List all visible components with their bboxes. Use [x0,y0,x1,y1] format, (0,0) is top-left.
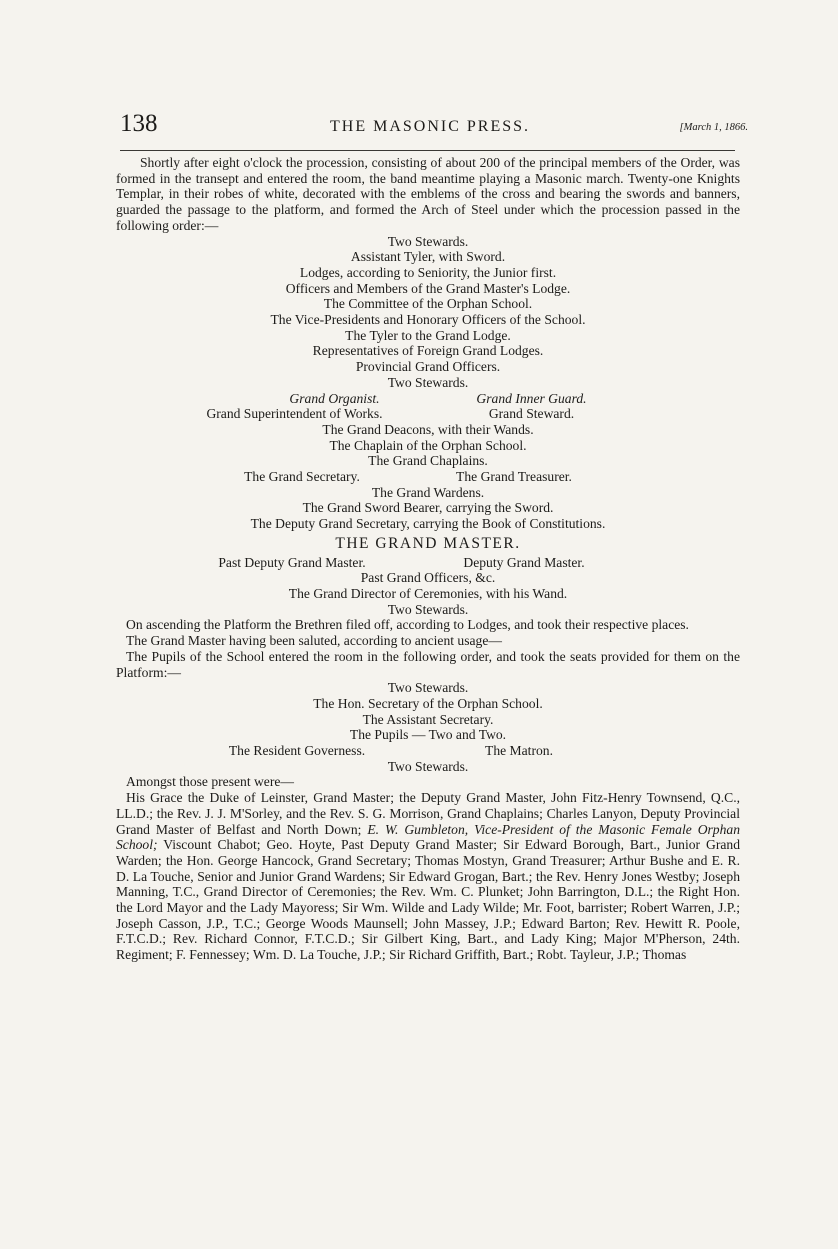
procession-line: Two Stewards. [387,233,469,249]
procession-line: Two Stewards. [387,374,469,390]
procession-line: The Committee of the Orphan School. [323,296,533,312]
procession-line: Assistant Tyler, with Sword. [350,249,506,265]
salute-paragraph: The Grand Master having been saluted, according to ancient usage— [126,633,502,649]
procession-line: The Deputy Grand Secretary, carrying the Book of Constitutions. [250,516,606,532]
pupils-line: The Pupils — Two and Two. [349,727,507,743]
platform-paragraph: On ascending the Platform the Brethren filed off, according to Lodges, and took their respective places. [126,617,689,633]
issue-date: [March 1, 1866. [679,122,748,133]
procession-line-right: The Grand Treasurer. [456,469,572,485]
pupils-order [116,680,740,774]
procession-line: Provincial Grand Officers. [355,359,501,375]
procession-line: The Chaplain of the Orphan School. [329,437,527,453]
procession-line: The Grand Sword Bearer, carrying the Sword. [302,500,554,516]
procession-line: Officers and Members of the Grand Master's Lodge. [285,280,571,296]
procession-pair [116,469,740,485]
procession-line: Past Grand Officers, &c. [360,570,496,586]
pupils-line-right: The Matron. [485,743,553,759]
procession-line: The Grand Chaplains. [368,453,488,469]
present-list [116,790,740,963]
procession-line-right: Grand Inner Guard. [476,390,587,406]
procession-line-right: Grand Steward. [488,406,575,422]
procession-line: Representatives of Foreign Grand Lodges. [312,343,544,359]
procession-line: Lodges, according to Seniority, the Junior first. [299,264,557,280]
header-rule [120,150,735,151]
intro-paragraph: Shortly after eight o'clock the procession, consisting of about 200 of the principal members of the Order, was formed in the transept and entered the room, the band meantime playing a Masonic march. Twenty-one Knights Templar, in their robes of white, decorated with the emblems of the cross and bearing the swords and banners, guarded the passage to the platform, and formed the Arch of Steel under which the procession passed in the following order:— [116,155,740,233]
present-list-italic: E. W. Gumbleton, Vice-President of the Masonic Female Orphan School; [116,821,740,853]
procession-line: Two Stewards. [387,601,469,617]
pupils-line: The Assistant Secretary. [362,711,494,727]
procession-pair [116,406,740,422]
procession-line-left: Past Deputy Grand Master. [218,554,366,570]
procession-order [116,234,740,618]
procession-line-left: Grand Organist. [289,390,380,406]
grand-master-heading: THE GRAND MASTER. [335,534,521,552]
pupils-line: Two Stewards. [387,680,469,696]
page-number: 138 [120,110,158,137]
present-list-part-1: His Grace the Duke of Leinster, Grand Master; the Deputy Grand Master, John Fitz-Henry Townsend, Q.C., LL.D.; the Rev. J. J. M'Sorley, and the Rev. S. G. Morrison, Grand Chaplains; Charles Lanyon, Deputy Provincial Grand Master of Belfast and North Down; [116,790,740,837]
running-header [120,110,748,140]
pupils-pair [116,743,740,759]
pupils-paragraph: The Pupils of the School entered the room in the following order, and took the seats provided for them on the Platform:— [116,648,740,680]
procession-line: The Grand Wardens. [371,484,485,500]
running-title: THE MASONIC PRESS. [329,118,531,135]
procession-line: The Grand Deacons, with their Wands. [322,421,534,437]
procession-line: The Grand Director of Ceremonies, with his Wand. [288,585,568,601]
present-intro: Amongst those present were— [126,774,294,790]
procession-pair [116,555,740,571]
article-body [116,155,740,963]
procession-pair [116,391,740,407]
procession-line: The Vice-Presidents and Honorary Officers of the School. [270,312,586,328]
procession-line-right: Deputy Grand Master. [463,554,585,570]
pupils-line-left: The Resident Governess. [228,743,366,759]
pupils-line: Two Stewards. [387,758,469,774]
pupils-line: The Hon. Secretary of the Orphan School. [313,695,543,711]
procession-line-left: Grand Superintendent of Works. [206,406,383,422]
procession-line-left: The Grand Secretary. [244,469,360,485]
present-list-part-2: Viscount Chabot; Geo. Hoyte, Past Deputy Grand Master; Sir Edward Borough, Bart., Junior Grand Warden; the Hon. George Hancock, Grand Secretary; Thomas Mostyn, Grand Treasurer; Arthur Bushe and E. R. D. La Touche, Senior and Junior Grand Wardens; Sir Edward Grogan, Bart.; the Rev. Henry Jones Westby; Joseph Manning, T.C., Grand Director of Ceremonies; the Rev. Wm. C. Plunket; John Barrington, D.L.; the Right Hon. the Lord Mayor and the Lady Mayoress; Sir Wm. Wilde and Lady Wilde; Mr. Foot, barrister; Robert Warren, J.P.; Joseph Casson, J.P., T.C.; George Woods Maunsell; John Massey, J.P.; Edward Barton; Rev. Hewitt R. Poole, F.T.C.D.; Rev. Richard Connor, F.T.C.D.; Sir Gilbert King, Bart., and Lady King; Major M'Pherson, 24th. Regiment; F. Fennessey; Wm. D. La Touche, J.P.; Sir Richard Griffith, Bart.; Robt. Tayleur, J.P.; Thomas [116,837,740,963]
procession-line: The Tyler to the Grand Lodge. [345,327,511,343]
